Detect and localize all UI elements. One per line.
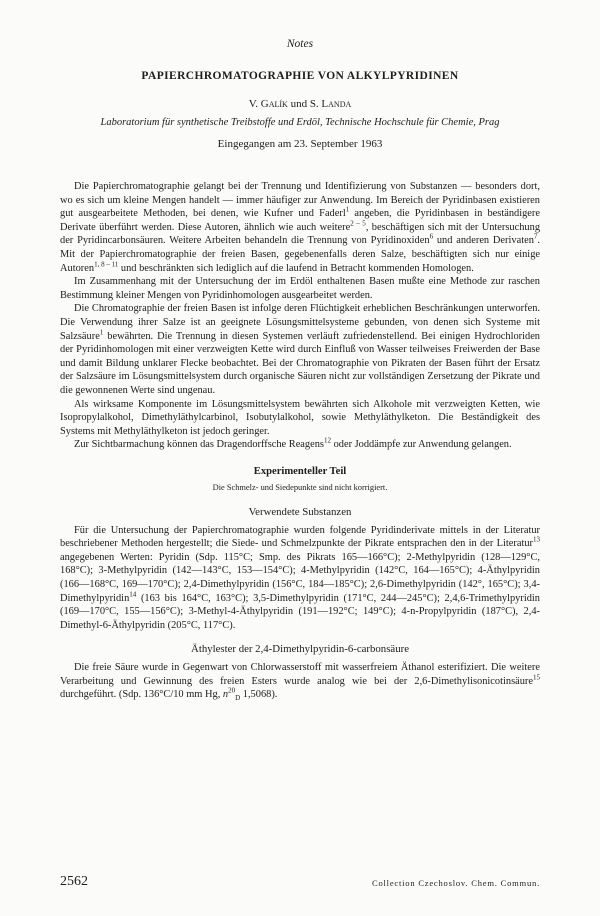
reference: 7: [533, 232, 538, 241]
reference: 14: [129, 590, 137, 599]
reference: 6: [429, 232, 434, 241]
paragraph-3: Die Chromatographie der freien Basen ist infolge deren Flüchtigkeit erheblichen Beschränkungen unterworfen. Die Verwendung ihrer Salze ist an geeignete Lösungsmittelsysteme gebunden, von denen sich Systeme mit Salzsäure$^1$ bewährten. Die Trennung in diesen Systemen verläuft zufriedenstellend. Bei einigen Hydrochloriden der Pyridinhomologen mit einer verzweigten Kette wird durch Einfluß von Wasser teilweises Freiwerden der Base und damit Bildung unklarer Flecke beobachtet. Bei der Chromatographie von Pikraten der Basen führt der Ersatz der Salzsäure im Lösungsmittelsystem durch organische Säuren nicht zur vollständigen Zersetzung der Pikrate und die gewonnenen Werte sind ungenau.: [60, 303, 540, 396]
reference: 1: [99, 328, 104, 337]
journal-name: Collection Czechoslov. Chem. Commun.: [371, 878, 540, 888]
author-2: S. Landa: [309, 98, 352, 110]
running-head: Notes: [286, 38, 314, 50]
author-conjunction: und: [290, 98, 308, 110]
reference: 13: [533, 535, 540, 544]
reference: 2 – 5: [350, 219, 366, 228]
paragraph-7: Die freie Säure wurde in Gegenwart von Chlorwasserstoff mit wasserfreiem Äthanol esterifiziert. Die weitere Verarbeitung und Gewinnung des freien Esters wurde analog wie bei der 2,6-Dimethylisonicotinsäure$^{15}$ durchgeführt. (Sdp. 136°C/10 mm Hg, $n^{20}_D$ 1,5068).: [60, 662, 540, 703]
paragraph-5: Zur Sichtbarmachung können das Dragendorffsche Reagens$^{12}$ oder Joddämpfe zur Anwendung gelangen.: [74, 436, 512, 451]
page-number: 2562: [60, 874, 88, 889]
reference: 15: [533, 673, 540, 682]
refractive-index-line: D: [235, 694, 241, 703]
paragraph-2: Im Zusammenhang mit der Untersuchung der im Erdöl enthaltenen Basen mußte eine Methode zur raschen Bestimmung kleiner Mengen von Pyridinhomologen ausgearbeitet werden.: [60, 276, 540, 301]
section-note: Die Schmelz- und Siedepunkte sind nicht korrigiert.: [212, 483, 388, 493]
author-1: V. Galík: [248, 98, 288, 110]
paragraph-6: Für die Untersuchung der Papierchromatographie wurden folgende Pyridinderivate mittels in der Literatur beschriebener Methoden hergestellt; die Siede- und Schmelzpunkte der Pikrate entsprachen den in der Literatur$^{13}$ angegebenen Werten: Pyridin (Sdp. 115°C; Smp. des Pikrats 165—166°C); 2-Methylpyridin (128—129°C, 168°C); 3-Methylpyridin (142—143°C, 153—154°C); 4-Methylpyridin (142°C, 164—165°C); 4-Äthylpyridin (166—168°C, 169—170°C); 2,4-Dimethylpyridin (156°C, 184—185°C); 2,6-Dimethylpyridin (142°, 165°C); 3,4-Dimethylpyridin$^{14}$ (163 bis 164°C, 163°C); 3,5-Dimethylpyridin (171°C, 244—245°C); 2,4,6-Trimethylpyridin (169—170°C, 155—156°C); 3-Methyl-4-Äthylpyridin (191—192°C; 149°C); 4-n-Propylpyridin (187°C), 2,4-Dimethyl-6-Äthylpyridin (205°C, 117°C).: [60, 524, 540, 631]
received-date: Eingegangen am 23. September 1963: [217, 138, 383, 150]
section-heading: Experimenteller Teil: [253, 465, 347, 477]
reference: 1, 8 – 11: [94, 260, 119, 269]
paragraph-4: Als wirksame Komponente im Lösungsmittelsystem bewährten sich Alkohole mit verzweigten Ketten, wie Isopropylalkohol, Dimethyläthylcarbinol, Isobutylalkohol, sowie Methyläthylketon. Die Beständigkeit des Systems mit Methyläthylketon ist jedoch geringer.: [60, 398, 540, 437]
authors: [0, 98, 600, 110]
article-title: PAPIERCHROMATOGRAPHIE VON ALKYLPYRIDINEN: [141, 70, 459, 82]
affiliation: Laboratorium für synthetische Treibstoffe und Erdöl, Technische Hochschule für Chemie, Prag: [100, 117, 500, 128]
refractive-index-temp: 20: [228, 686, 236, 695]
refractive-index-symbol: n: [222, 689, 229, 701]
reference: 1: [345, 205, 350, 214]
subsection-heading-1: Verwendete Substanzen: [248, 506, 352, 519]
subsection-heading-2: Äthylester der 2,4-Dimethylpyridin-6-carbonsäure: [191, 643, 409, 656]
reference: 12: [323, 436, 331, 445]
article-body: [60, 180, 540, 702]
paragraph-1: Die Papierchromatographie gelangt bei der Trennung und Identifizierung von Substanzen — besonders dort, wo es sich um kleine Mengen handelt — immer häufiger zur Anwendung. Im Bereich der Pyridinbasen existieren gut ausgearbeitete Methoden, bei denen, wie Kufner und Faderl$^1$ angeben, die Pyridinbasen in beständigere Derivate überführt werden. Diese Autoren, ähnlich wie auch weitere$^{2 - 5}$, beschäftigen sich mit der Untersuchung der Pyridincarbonsäuren. Weitere Arbeiten behandeln die Trennung von Pyridinoxiden$^6$ und anderen Derivaten$^7$. Mit der Papierchromatographie der freien Basen, gegebenenfalls deren Salze, beschäftigten sich nur einige Autoren$^{1, 8 - 11}$ und beschränkten sich lediglich auf die laufend in Betracht kommenden Homologen.: [60, 181, 541, 274]
